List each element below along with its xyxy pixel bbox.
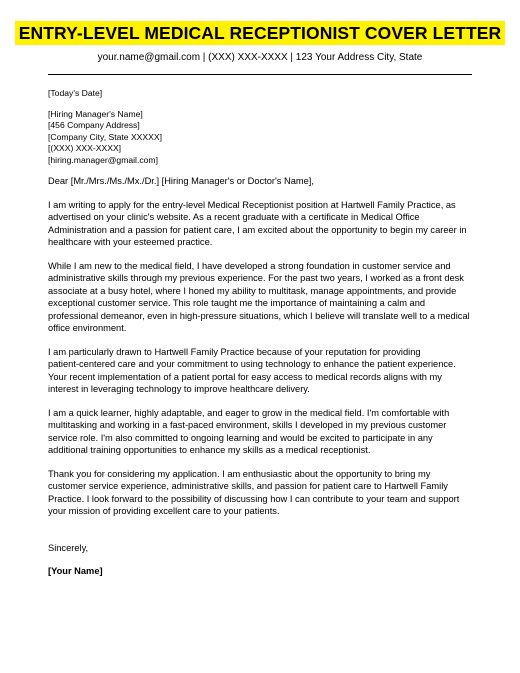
paragraph-line: office environment. [48, 323, 127, 333]
paragraph-intro [48, 199, 472, 249]
address-line: [(XXX) XXX-XXXX] [48, 143, 122, 153]
paragraph-line: associate at a busy hotel, where I honed my ability to multitask, manage appointments, and provide [48, 285, 457, 296]
contact-line: your.name@gmail.com | (XXX) XXX-XXXX | 123 Your Address City, State [97, 52, 423, 63]
paragraph-experience [48, 260, 472, 335]
closing: Sincerely, [48, 542, 89, 553]
address-line: [Hiring Manager's Name] [48, 108, 143, 119]
address-line: [hiring.manager@gmail.com] [48, 154, 158, 165]
paragraph-line: service role. I'm also committed to ongoing learning and would be excited to participate in any [48, 432, 433, 443]
paragraph-line: interest in leveraging technology to improve healthcare delivery. [48, 384, 310, 394]
paragraph-line: exceptional customer service. This role taught me the importance of maintaining a calm and [48, 298, 426, 308]
paragraph-line: Practice. I look forward to the possibility of discussing how I can contribute to your team and support [48, 493, 460, 504]
paragraph-line: Administration and a passion for patient care, I am excited about the opportunity to begin my career in [48, 224, 467, 235]
paragraph-line: additional training opportunities to enhance my skills as a medical receptionist. [48, 445, 371, 455]
title-wrap [0, 21, 520, 45]
paragraph-line: advertised on your clinic's website. As a recent graduate with a certificate in Medical Office [48, 212, 420, 222]
salutation: Dear [Mr./Mrs./Ms./Mx./Dr.] [Hiring Manager's or Doctor's Name], [48, 176, 314, 186]
paragraph-line: healthcare with your esteemed practice. [48, 237, 213, 247]
paragraph-line: administrative skills through my previous experience. For the past two years, I worked as a front desk [48, 273, 464, 283]
signature-name: [Your Name] [48, 566, 103, 576]
paragraph-line: your mission of providing excellent care to your patients. [48, 506, 280, 516]
recipient-address [48, 109, 472, 167]
address-line: [456 Company Address] [48, 120, 140, 130]
letter-date: [Today's Date] [48, 88, 103, 98]
address-line: [Company City, State XXXXX] [48, 131, 162, 142]
paragraph-line: patient-centered care and your commitment to using technology to enhance the patient experience. [48, 359, 456, 369]
paragraph-line: While I am new to the medical field, I have developed a strong foundation in customer service and [48, 260, 451, 271]
paragraph-line: I am a quick learner, highly adaptable, and eager to grow in the medical field. I'm comfortable with [48, 407, 450, 418]
paragraph-skills [48, 407, 472, 457]
paragraph-line: Your recent implementation of a patient portal for easy access to medical records aligns with my [48, 371, 442, 382]
paragraph-closing [48, 468, 472, 518]
header-divider [48, 74, 472, 75]
paragraph-motivation [48, 346, 472, 396]
paragraph-line: multitasking and working in a fast-paced environment, skills I developed in my previous customer [48, 420, 447, 430]
paragraph-line: I am particularly drawn to Hartwell Family Practice because of your reputation for providing [48, 346, 421, 357]
document-title: ENTRY-LEVEL MEDICAL RECEPTIONIST COVER LETTER [15, 21, 506, 45]
paragraph-line: I am writing to apply for the entry-level Medical Receptionist position at Hartwell Family Practice, as [48, 199, 456, 210]
paragraph-line: customer service experience, administrative skills, and passion for patient care to Hartwell Family [48, 481, 448, 491]
letter-body [48, 88, 472, 578]
paragraph-line: Thank you for considering my application. I am enthusiastic about the opportunity to bring my [48, 468, 431, 479]
paragraph-line: professional demeanor, even in high-pressure situations, which I believe will translate well to a medical [48, 310, 470, 321]
